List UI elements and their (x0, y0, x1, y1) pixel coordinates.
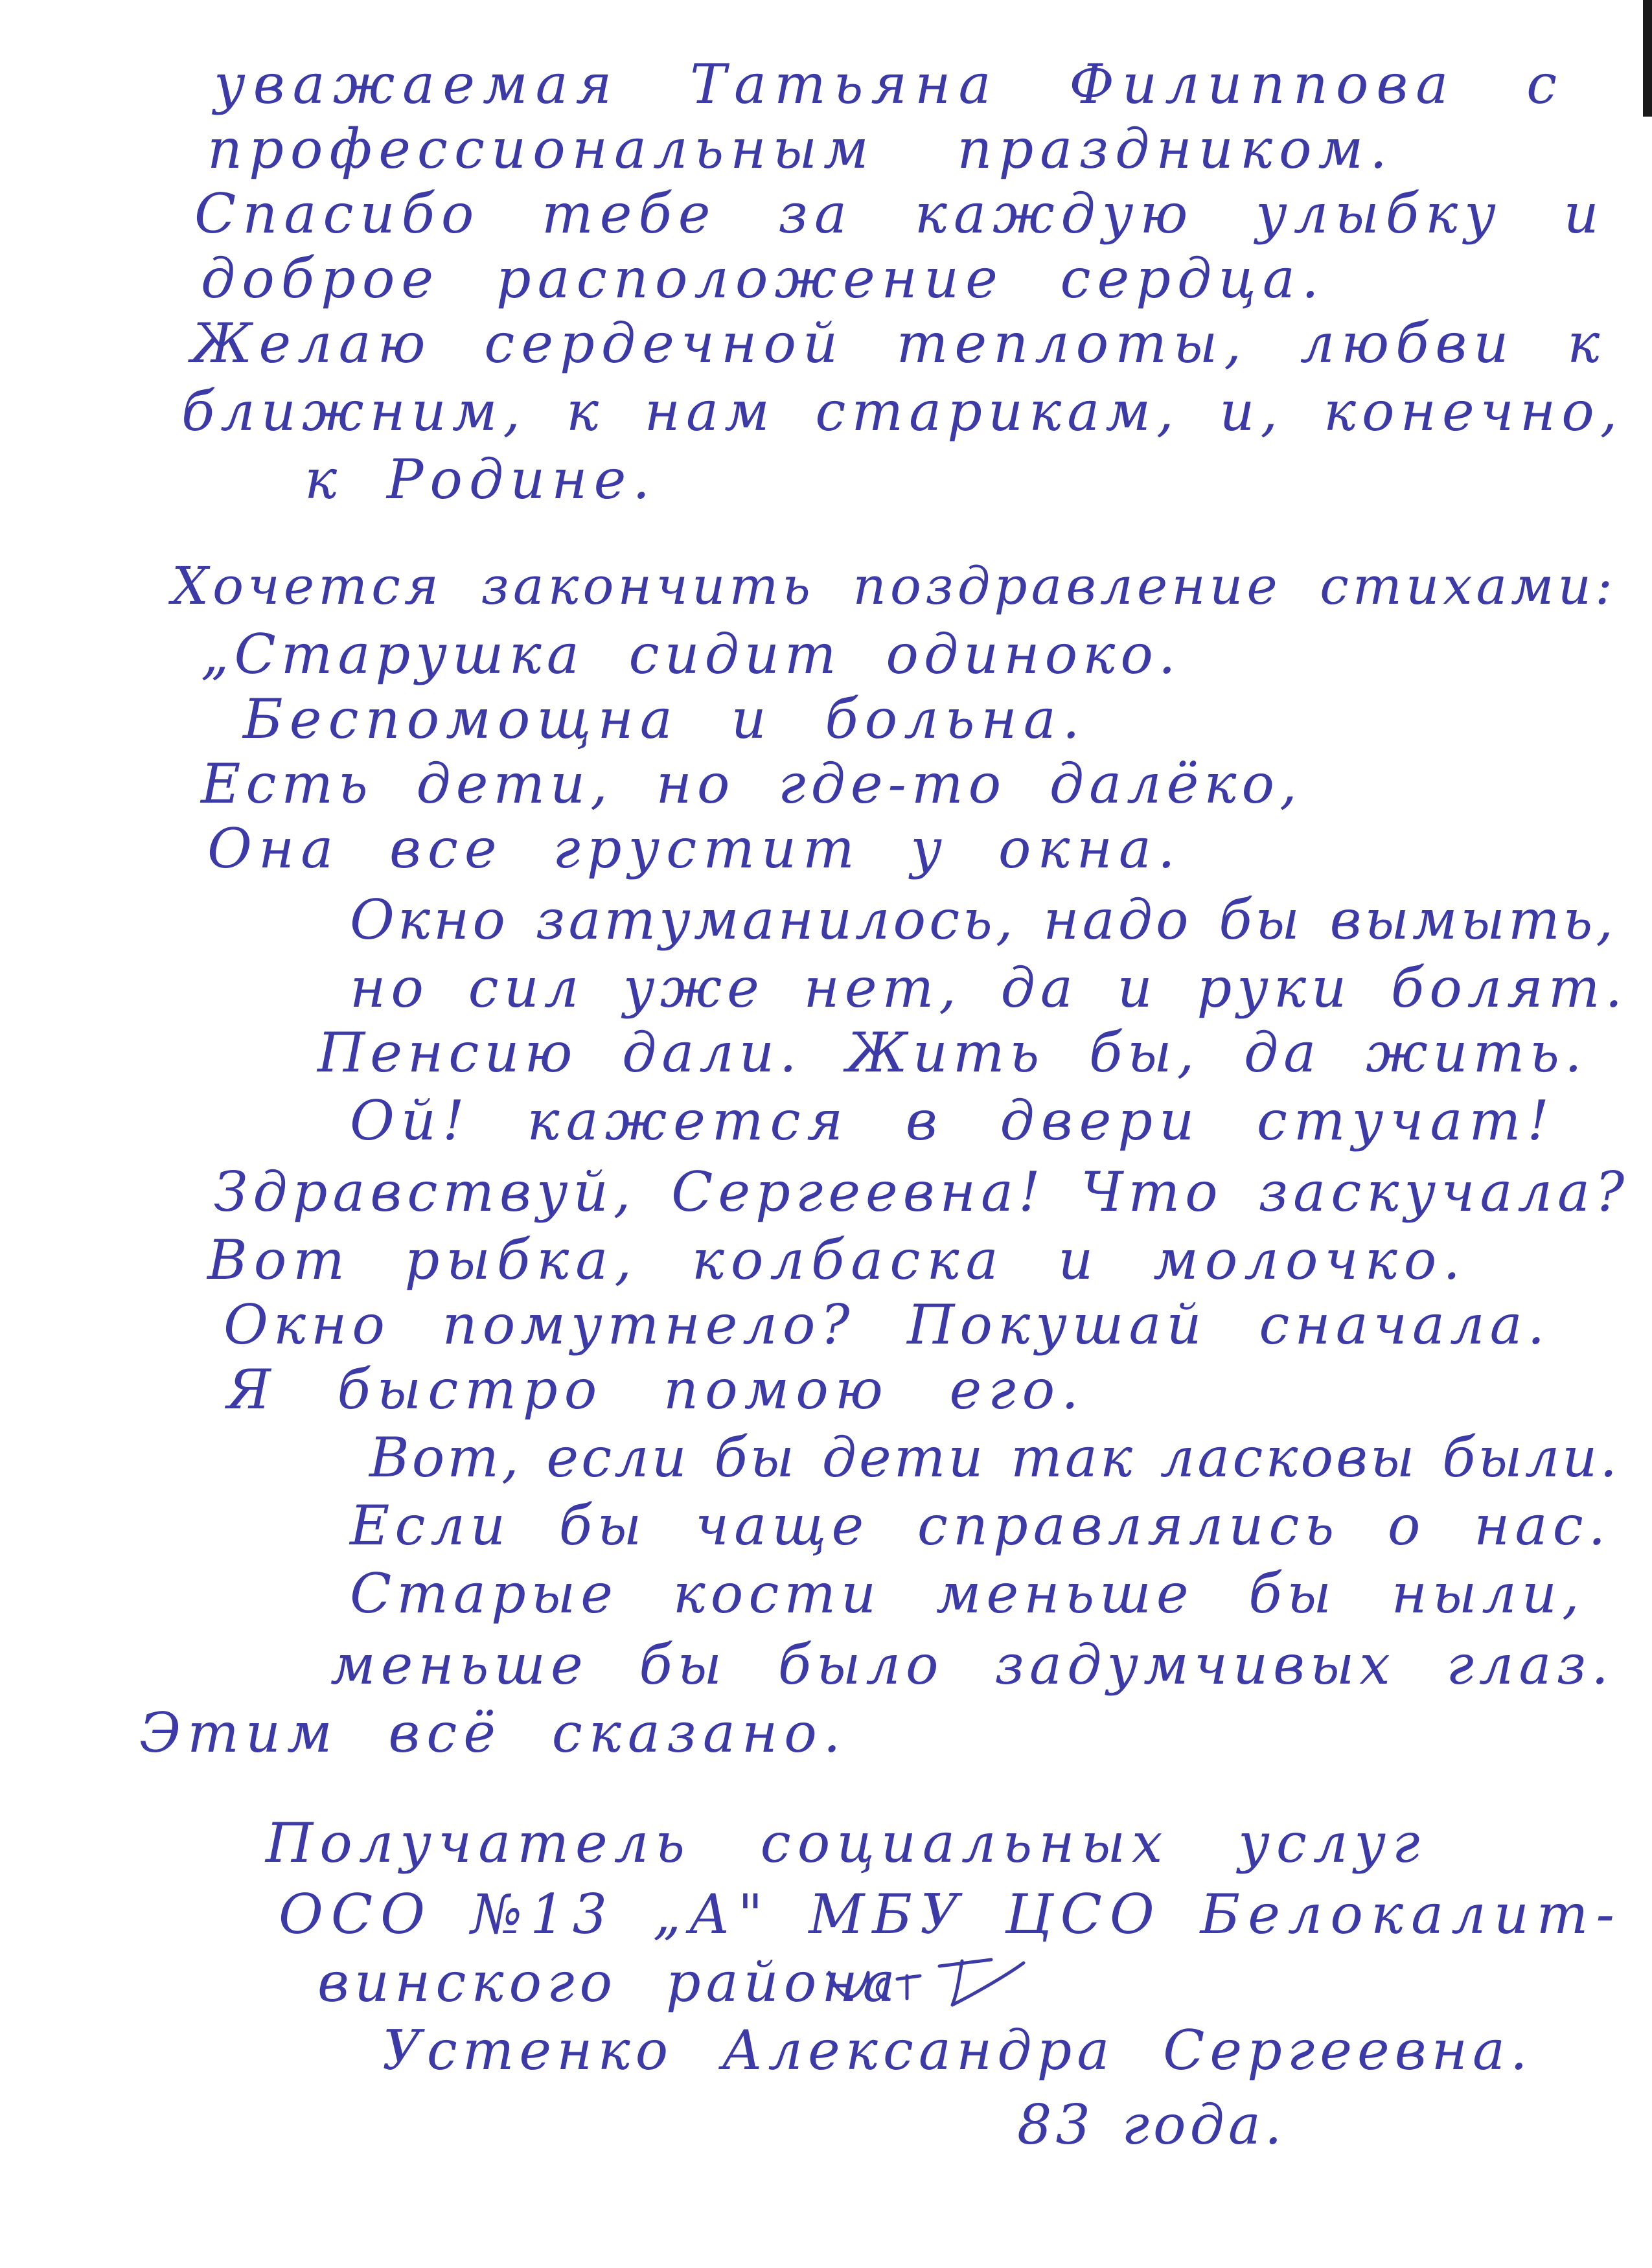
wish-line-1: Желаю сердечной теплоты, любви к (191, 312, 1607, 375)
poem-line-13: Вот, если бы дети так ласковы были. (369, 1426, 1620, 1489)
poem-line-9: Здравствуй, Сергеевна! Что заскучала? (214, 1160, 1630, 1224)
scan-edge-shadow (1643, 0, 1652, 117)
thanks-line-1: Спасибо тебе за каждую улыбку и (194, 182, 1605, 246)
poem-line-1: „Старушка сидит одиноко. (201, 623, 1181, 686)
signature-age-line: 83 года. (1017, 2093, 1286, 2157)
poem-line-12: Я быстро помою его. (227, 1358, 1085, 1421)
poem-line-10: Вот рыбка, колбаска и молочко. (207, 1228, 1467, 1292)
poem-line-11: Окно помутнело? Покушай сначала. (224, 1293, 1550, 1357)
handwritten-signature (823, 1947, 1037, 2018)
greeting-line-2: профессиональным праздником. (207, 117, 1394, 181)
signature-recipient-line: Получатель социальных услуг (266, 1811, 1427, 1875)
wish-line-3: к Родине. (304, 448, 657, 511)
poem-line-15: Старые кости меньше бы ныли, (350, 1562, 1585, 1625)
signature-name-line: Устенко Александра Сергеевна. (382, 2019, 1533, 2082)
poem-line-5: Окно затуманилось, надо бы вымыть, (350, 888, 1617, 952)
poem-line-8: Ой! кажется в двери стучат! (350, 1089, 1556, 1152)
thanks-line-2: доброе расположение сердца. (201, 247, 1325, 310)
poem-line-6: но сил уже нет, да и руки болят. (350, 956, 1628, 1020)
closing-line: Этим всё сказано. (139, 1701, 847, 1765)
signature-org-line-2: винского района (317, 1951, 901, 2014)
poem-line-2: Беспомощна и больна. (243, 687, 1086, 751)
signature-org-line-1: ОСО №13 „А" МБУ ЦСО Белокалит- (279, 1883, 1622, 1946)
poem-line-4: Она все грустит у окна. (207, 817, 1182, 880)
poem-line-16: меньше бы было задумчивых глаз. (330, 1633, 1614, 1697)
poem-line-14: Если бы чаще справлялись о нас. (350, 1494, 1611, 1557)
wish-line-2: ближним, к нам старикам, и, конечно, (181, 380, 1623, 443)
poem-line-7: Пенсию дали. Жить бы, да жить. (317, 1021, 1587, 1084)
poem-line-3: Есть дети, но где-то далёко, (201, 752, 1302, 816)
poem-intro-line: Хочется закончить поздравление стихами: (172, 556, 1616, 616)
greeting-line-1: уважаемая Татьяна Филиппова с (214, 52, 1565, 116)
